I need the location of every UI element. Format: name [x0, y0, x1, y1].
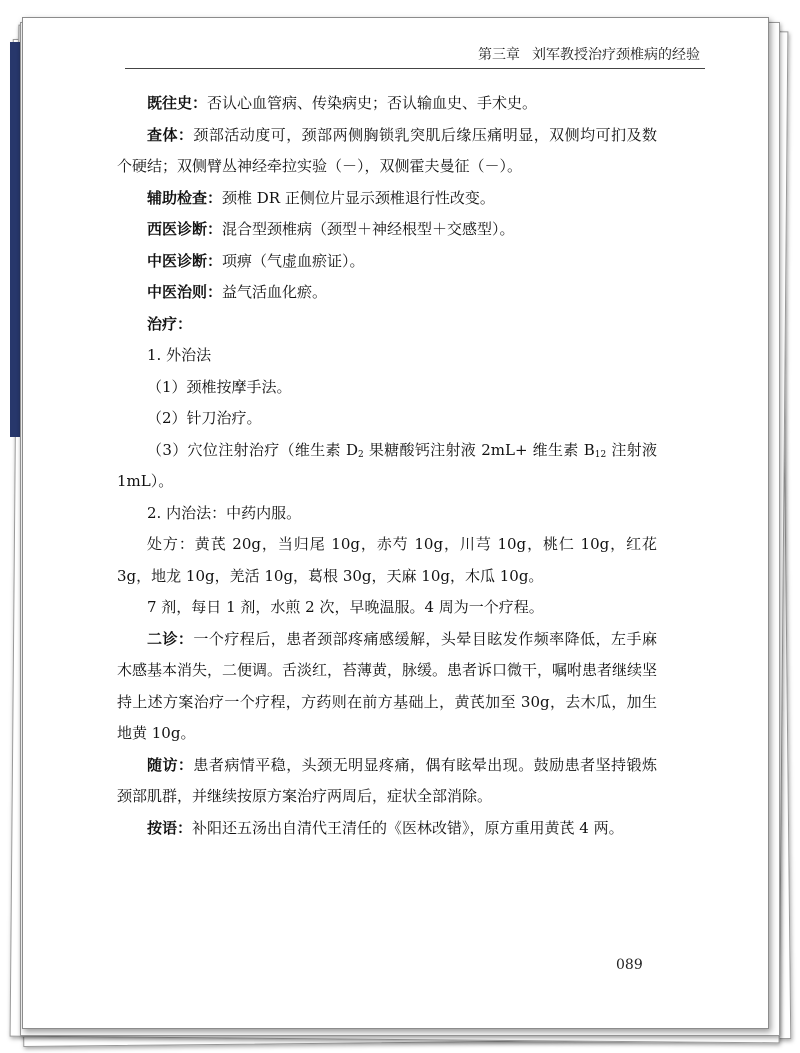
label: 中医治则： — [147, 283, 223, 301]
label: 二诊： — [147, 629, 194, 648]
text: 一个疗程后，患者颈部疼痛感缓解，头晕目眩发作频率降低，左手麻木感基本消失，二便调。舌淡红，苔薄黄，脉缓。患者诉口微干，嘱咐患者继续坚持上述方案治疗一个疗程，方药则在前方基础上，黄芪加至 30g，去木瓜，加生地黄 10g。 — [117, 629, 658, 742]
paragraph-commentary — [117, 813, 657, 845]
subscript: 12 — [594, 449, 607, 460]
paragraph-tcm-diagnosis — [117, 246, 657, 278]
paragraph-second-visit — [117, 624, 657, 750]
text: （3）穴位注射治疗（维生素 D — [147, 440, 358, 459]
text: 益气活血化瘀。 — [222, 283, 328, 301]
chapter-number: 第三章 — [478, 47, 520, 63]
label: 按语： — [147, 818, 193, 837]
paragraph-follow-up — [117, 750, 657, 813]
paragraph-western-diagnosis — [117, 214, 657, 246]
text: 颈部活动度可，颈部两侧胸锁乳突肌后缘压痛明显，双侧均可扪及数个硬结；双侧臂丛神经牵拉实验（－），双侧霍夫曼征（－）。 — [117, 125, 657, 175]
text: 果糖酸钙注射液 2mL+ 维生素 B — [363, 440, 595, 459]
page-number: 089 — [616, 957, 643, 973]
label: 治疗： — [147, 314, 193, 333]
running-header — [478, 44, 700, 64]
text: 颈椎 DR 正侧位片显示颈椎退行性改变。 — [222, 188, 495, 207]
paragraph-massage: （1）颈椎按摩手法。 — [147, 377, 292, 396]
text: 项痹（气虚血瘀证）。 — [222, 251, 365, 270]
label: 西医诊断： — [147, 220, 223, 238]
label: 中医诊断： — [147, 251, 223, 270]
page-body — [117, 88, 657, 844]
paragraph-auxiliary-exam — [117, 183, 657, 215]
paragraph-treatment-heading — [117, 309, 657, 341]
label: 辅助检查： — [147, 188, 223, 207]
text: 注射液 1mL）。 — [117, 440, 657, 490]
label: 随访： — [147, 755, 194, 774]
paragraph-physical-exam — [117, 120, 657, 183]
paragraph-external-treatment: 1. 外治法 — [147, 346, 212, 364]
paragraph-past-history — [117, 88, 657, 120]
paragraph-acupotomy: （2）针刀治疗。 — [147, 409, 262, 427]
text: 混合型颈椎病（颈型＋神经根型＋交感型）。 — [222, 220, 515, 238]
paragraph-internal-treatment: 2. 内治法：中药内服。 — [147, 503, 302, 522]
paragraph-tcm-principle — [117, 277, 657, 309]
paragraph-injection — [117, 435, 657, 498]
text: 患者病情平稳，头颈无明显疼痛，偶有眩晕出现。鼓励患者坚持锻炼颈部肌群，并继续按原方案治疗两周后，症状全部消除。 — [117, 755, 657, 805]
label: 查体： — [147, 125, 194, 144]
label: 既往史： — [147, 94, 208, 112]
header-rule — [125, 68, 705, 69]
text: 否认心血管病、传染病史；否认输血史、手术史。 — [207, 94, 538, 112]
subscript: 2 — [357, 449, 364, 460]
paragraph-dosage: 7 剂，每日 1 剂，水煎 2 次，早晚温服。4 周为一个疗程。 — [147, 598, 544, 616]
text: 补阳还五汤出自清代王清任的《医林改错》，原方重用黄芪 4 两。 — [192, 818, 624, 837]
chapter-title: 刘军教授治疗颈椎病的经验 — [532, 47, 700, 63]
paragraph-prescription: 处方：黄芪 20g，当归尾 10g，赤芍 10g，川芎 10g，桃仁 10g，红花 3g，地龙 10g，羌活 10g，葛根 30g，天麻 10g，木瓜 10g。 — [117, 535, 657, 585]
